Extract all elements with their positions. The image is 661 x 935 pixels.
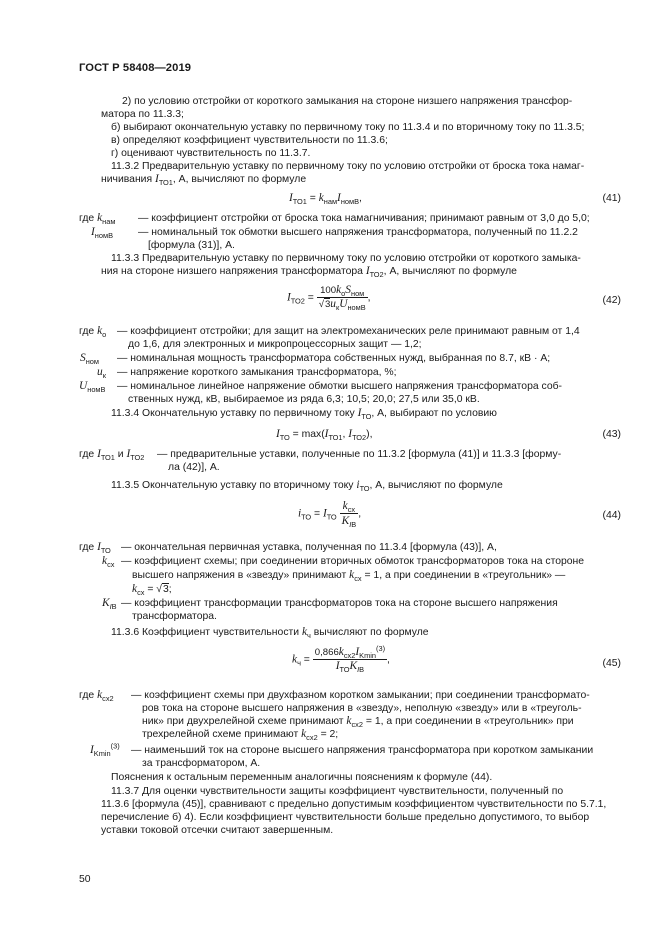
definition-text: ла (42)], А. — [168, 462, 220, 473]
definition-text: [формула (31)], А. — [148, 240, 235, 251]
standard-header: ГОСТ Р 58408—2019 — [79, 62, 192, 74]
definition-text: — коэффициент трансформации трансформаторов тока на стороне высшего напряжения — [121, 598, 558, 609]
term: $I_{Kmin}^{(3)}$ — [90, 741, 120, 759]
definition-text: до 1,6, для электронных и микропроцессорных защит — 1,2; — [128, 339, 422, 350]
definition-text: — напряжение короткого замыкания трансформатора, %; — [117, 367, 397, 378]
definition-text: трансформатора. — [132, 611, 217, 622]
term: $U_{номВ}$ — [79, 380, 106, 395]
definition-text: — коэффициент отстройки; для защит на электромеханических реле принимают равным от 1,4 — [117, 326, 580, 337]
equation-number: (45) — [602, 658, 621, 669]
where-term: где $k_{нам}$ — [79, 212, 116, 227]
equation-number: (41) — [602, 193, 621, 204]
equation-number: (42) — [602, 295, 621, 306]
text-line: ничивания $I_{ТО1}$, А, вычисляют по формуле — [101, 173, 307, 188]
where-term: где $I_{ТО1}$ и $I_{ТО2}$ — [79, 448, 145, 463]
text-line: уставки токовой отсечки считают завершенным. — [101, 825, 334, 836]
definition-text: — номинальная мощность трансформатора собственных нужд, выбранная по 8.7, кВ · А; — [117, 353, 551, 364]
definition-text: $k_{сх} = √3$; — [132, 583, 172, 598]
term: $u_к$ — [97, 366, 106, 381]
equation-number: (44) — [602, 510, 621, 521]
definition-text: трехрелейной схеме принимают $k_{сх2} = 2$; — [142, 728, 339, 743]
formula-42: $I_{ТО2}$ = $\frac{100k_оS_{ном}}{√3u_кU_{номВ}}$ , — [287, 284, 371, 312]
definition-text: ник» при двухрелейной схеме принимают $k_{сх2} = 1$, а при соединении в «треугольник» при — [142, 715, 574, 730]
where-term: где $k_о$ — [79, 325, 107, 340]
text-line: 11.3.5 Окончательную уставку по вторичному току $i_{ТО}$, А, вычисляют по формуле — [111, 479, 503, 494]
formula-44: $i_{ТО} = I_{ТО}$ $\frac{k_{сх}}{K_{IВ}}$ , — [298, 500, 362, 529]
formula-43: $I_{ТО} = \max(I_{ТО1}$, $I_{ТО2}$), — [276, 428, 373, 443]
text-line: 11.3.6 Коэффициент чувствительности $k_ч$ вычисляют по формуле — [111, 626, 429, 641]
text-line: в) определяют коэффициент чувствительности по 11.3.6; — [111, 135, 388, 146]
formula-45: $k_ч$ = $\frac{0,866k_{сх2}I_{Kmin}^{(3)}}{I_{ТО}K_{IВ}}$ , — [292, 643, 390, 674]
where-term: где $k_{сх2}$ — [79, 689, 114, 704]
text-line: г) оценивают чувствительность по 11.3.7. — [111, 148, 311, 159]
text-line: 11.3.3 Предварительную уставку по первичному току по условию отстройки от короткого замыка- — [111, 253, 581, 264]
equation-number: (43) — [602, 429, 621, 440]
text-line: б) выбирают окончательную уставку по первичному току по 11.3.4 и по вторичному току по 11.3.5; — [111, 122, 585, 133]
text-line: перечисление б) 4). Если коэффициент чувствительности больше предельно допустимого, то выбор — [101, 812, 590, 823]
definition-text: ров тока на стороне высшего напряжения в «звезду», неполную «звезду» или в «треуголь- — [142, 703, 582, 714]
definition-text: высшего напряжения в «звезду» принимают $k_{сх} = 1$, а при соединении в «треугольник» — — [132, 569, 566, 584]
definition-text: — наименьший ток на стороне высшего напряжения трансформатора при коротком замыкании — [131, 745, 594, 756]
text-line: 2) по условию отстройки от короткого замыкания на стороне низшего напряжения трансфор- — [122, 96, 573, 107]
term: $S_{ном}$ — [80, 352, 99, 367]
text-line: Пояснения к остальным переменным аналогичны пояснениям к формуле (44). — [111, 772, 493, 783]
text-line: 11.3.2 Предварительную уставку по первичному току по условию отстройки от броска тока намаг- — [111, 161, 585, 172]
term: $K_{IВ}$ — [102, 597, 117, 612]
definition-text: — коэффициент схемы при двухфазном коротком замыкании; при соединении трансформато- — [131, 690, 590, 701]
definition-text: — номинальное линейное напряжение обмотки высшего напряжения трансформатора соб- — [117, 381, 563, 392]
term: $I_{номВ}$ — [91, 226, 113, 241]
text-line: 11.3.6 [формула (45)], сравнивают с предельно допустимым коэффициентом чувствительности по 5.7.1, — [101, 799, 607, 810]
formula-41: $I_{ТО1} = k_{нам}I_{номВ}$, — [289, 192, 362, 207]
definition-text: — предварительные уставки, полученные по 11.3.2 [формула (41)] и 11.3.3 [форму- — [157, 449, 562, 460]
definition-text: за трансформатором, А. — [142, 758, 261, 769]
text-line: ния на стороне низшего напряжения трансформатора $I_{ТО2}$, А, вычисляют по формуле — [101, 265, 517, 280]
text-line: 11.3.4 Окончательную уставку по первичному току $I_{ТО}$, А, выбирают по условию — [111, 407, 497, 422]
term: $k_{сх}$ — [102, 555, 115, 570]
definition-text: — коэффициент отстройки от броска тока намагничивания; принимают равным от 3,0 до 5,0; — [138, 213, 590, 224]
text-line: матора по 11.3.3; — [101, 109, 184, 120]
definition-text: — окончательная первичная уставка, полученная по 11.3.4 [формула (43)], А, — [121, 542, 497, 553]
definition-text: — номинальный ток обмотки высшего напряжения трансформатора, полученный по 11.2.2 — [138, 227, 578, 238]
page-number: 50 — [79, 874, 91, 885]
where-term: где $I_{ТО}$ — [79, 541, 111, 556]
text-line: 11.3.7 Для оценки чувствительности защиты коэффициент чувствительности, полученный по — [111, 786, 564, 797]
definition-text: — коэффициент схемы; при соединении вторичных обмоток трансформаторов тока на стороне — [121, 556, 585, 567]
definition-text: ственных нужд, кВ, выбираемое из ряда 6,3; 10,5; 20,0; 27,5 или 35,0 кВ. — [128, 394, 480, 405]
